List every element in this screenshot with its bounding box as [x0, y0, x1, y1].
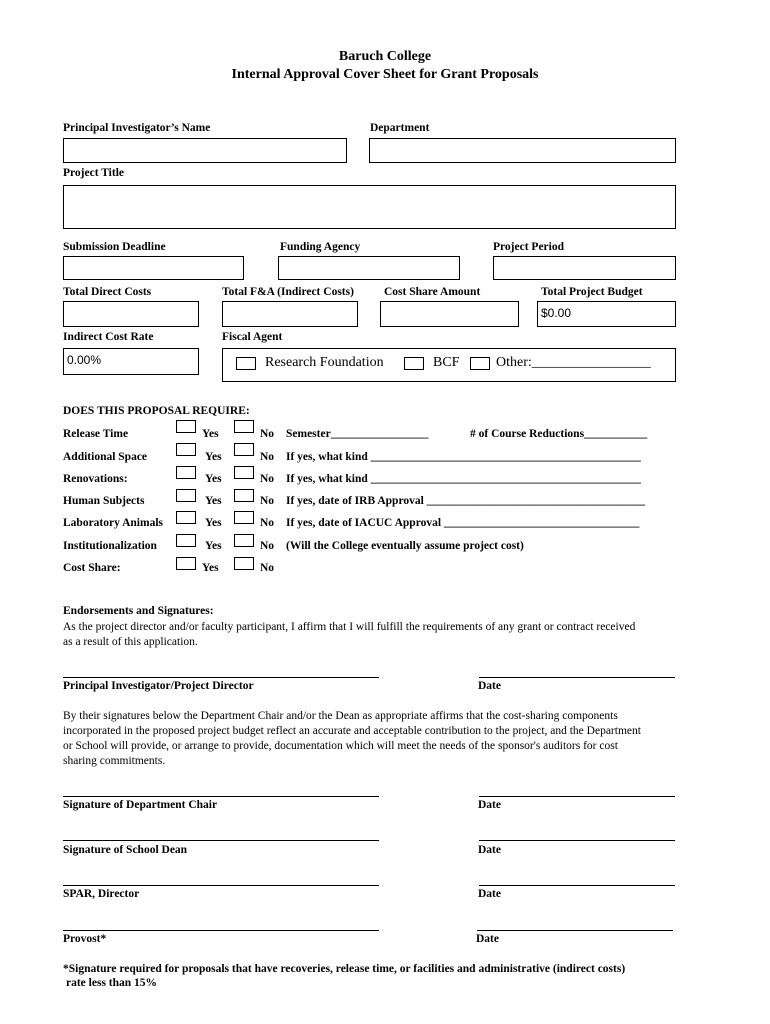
requirements-heading: DOES THIS PROPOSAL REQUIRE: [63, 405, 250, 417]
laboratory-animals-yes-checkbox[interactable] [176, 511, 196, 524]
laboratory-animals-no-checkbox[interactable] [234, 511, 254, 524]
submission-deadline-field[interactable] [63, 256, 244, 280]
human-subjects-no-checkbox[interactable] [234, 489, 254, 502]
department-label: Department [370, 122, 430, 134]
provost-label: Provost* [63, 933, 107, 945]
project-period-label: Project Period [493, 241, 564, 253]
research-foundation-label: Research Foundation [265, 355, 384, 370]
spar-director-label: SPAR, Director [63, 888, 140, 900]
renovations-detail-field[interactable]: If yes, what kind _______________________________________________ [286, 473, 641, 485]
school-dean-signature-line[interactable] [63, 840, 379, 841]
cost-share-yes-label: Yes [202, 562, 219, 574]
spar-director-signature-line[interactable] [63, 885, 379, 886]
spar-director-date-label: Date [478, 888, 501, 900]
other-checkbox[interactable] [470, 357, 490, 370]
additional-space-no-checkbox[interactable] [234, 443, 254, 456]
institutionalization-yes-checkbox[interactable] [176, 534, 196, 547]
endorsements-heading: Endorsements and Signatures: [63, 605, 214, 617]
dept-chair-date-line[interactable] [479, 796, 675, 797]
cost-share-no-label: No [260, 562, 275, 574]
human-subjects-yes-checkbox[interactable] [176, 489, 196, 502]
spar-director-date-line[interactable] [479, 885, 675, 886]
footnote-line-1: *Signature required for proposals that have recoveries, release time, or facilities and administrative (indirect costs) [63, 963, 626, 975]
release-time-label: Release Time [63, 428, 129, 440]
cost-sharing-para-line-3: or School will provide, or arrange to provide, documentation which will meet the needs of the sponsor's auditors for cost [63, 740, 618, 752]
release-time-yes-checkbox[interactable] [176, 420, 196, 433]
school-dean-date-label: Date [478, 844, 501, 856]
institutionalization-no-label: No [260, 540, 275, 552]
laboratory-animals-no-label: No [260, 517, 275, 529]
form-title: Internal Approval Cover Sheet for Grant Proposals [231, 67, 539, 82]
total-direct-costs-label: Total Direct Costs [63, 286, 152, 298]
release-time-no-label: No [260, 428, 275, 440]
iacuc-approval-date-field[interactable]: If yes, date of IACUC Approval __________________________________ [286, 517, 640, 529]
dept-chair-date-label: Date [478, 799, 501, 811]
institutionalization-no-checkbox[interactable] [234, 534, 254, 547]
release-time-yes-label: Yes [202, 428, 219, 440]
pi-name-label: Principal Investigator’s Name [63, 122, 211, 134]
human-subjects-no-label: No [260, 495, 275, 507]
total-project-budget-field[interactable]: $0.00 [537, 301, 676, 327]
cost-share-yes-checkbox[interactable] [176, 557, 196, 570]
pi-date-line[interactable] [479, 677, 675, 678]
renovations-label: Renovations: [63, 473, 128, 485]
cost-share-amount-field[interactable] [380, 301, 519, 327]
bcf-checkbox[interactable] [404, 357, 424, 370]
submission-deadline-label: Submission Deadline [63, 241, 166, 253]
project-title-label: Project Title [63, 167, 124, 179]
department-field[interactable] [369, 138, 676, 163]
renovations-yes-checkbox[interactable] [176, 466, 196, 479]
additional-space-label: Additional Space [63, 451, 148, 463]
total-fa-label: Total F&A (Indirect Costs) [222, 286, 354, 298]
pi-date-label: Date [478, 680, 501, 692]
renovations-no-checkbox[interactable] [234, 466, 254, 479]
renovations-yes-label: Yes [205, 473, 222, 485]
school-dean-label: Signature of School Dean [63, 844, 188, 856]
school-dean-date-line[interactable] [479, 840, 675, 841]
project-period-field[interactable] [493, 256, 676, 280]
renovations-no-label: No [260, 473, 275, 485]
dept-chair-label: Signature of Department Chair [63, 799, 218, 811]
indirect-cost-rate-field[interactable]: 0.00% [63, 348, 199, 375]
cost-sharing-para-line-1: By their signatures below the Department Chair and/or the Dean as appropriate affirms that the cost-sharing components [63, 710, 618, 722]
laboratory-animals-yes-label: Yes [205, 517, 222, 529]
affirmation-line-2: as a result of this application. [63, 636, 198, 648]
cost-share-no-checkbox[interactable] [234, 557, 254, 570]
laboratory-animals-label: Laboratory Animals [63, 517, 163, 529]
semester-field[interactable]: Semester_________________ [286, 428, 429, 440]
course-reductions-field[interactable]: # of Course Reductions___________ [470, 428, 648, 440]
human-subjects-yes-label: Yes [205, 495, 222, 507]
additional-space-yes-checkbox[interactable] [176, 443, 196, 456]
college-name: Baruch College [338, 49, 432, 64]
research-foundation-checkbox[interactable] [236, 357, 256, 370]
cost-share-label: Cost Share: [63, 562, 121, 574]
cost-sharing-para-line-2: incorporated in the proposed project budget reflect an accurate and acceptable contribution to the project, and the Department [63, 725, 641, 737]
total-direct-costs-field[interactable] [63, 301, 199, 327]
institutionalization-note: (Will the College eventually assume project cost) [286, 540, 524, 552]
project-title-field[interactable] [63, 185, 676, 229]
pi-director-label: Principal Investigator/Project Director [63, 680, 254, 692]
fiscal-agent-label: Fiscal Agent [222, 331, 283, 343]
pi-signature-line[interactable] [63, 677, 379, 678]
release-time-no-checkbox[interactable] [234, 420, 254, 433]
other-label: Other:_________________ [496, 355, 651, 370]
institutionalization-label: Institutionalization [63, 540, 157, 552]
provost-date-label: Date [476, 933, 499, 945]
cost-share-amount-label: Cost Share Amount [384, 286, 481, 298]
funding-agency-field[interactable] [278, 256, 460, 280]
total-project-budget-label: Total Project Budget [541, 286, 643, 298]
additional-space-yes-label: Yes [205, 451, 222, 463]
footnote-line-2: rate less than 15% [66, 977, 158, 989]
bcf-label: BCF [433, 355, 460, 370]
human-subjects-label: Human Subjects [63, 495, 145, 507]
additional-space-detail-field[interactable]: If yes, what kind _______________________________________________ [286, 451, 641, 463]
funding-agency-label: Funding Agency [280, 241, 361, 253]
cost-sharing-para-line-4: sharing commitments. [63, 755, 166, 767]
additional-space-no-label: No [260, 451, 275, 463]
provost-date-line[interactable] [477, 930, 673, 931]
pi-name-field[interactable] [63, 138, 347, 163]
provost-signature-line[interactable] [63, 930, 379, 931]
affirmation-line-1: As the project director and/or faculty participant, I affirm that I will fulfill the requirements of any grant or contract received [63, 621, 636, 633]
institutionalization-yes-label: Yes [205, 540, 222, 552]
irb-approval-date-field[interactable]: If yes, date of IRB Approval ______________________________________ [286, 495, 646, 507]
indirect-cost-rate-label: Indirect Cost Rate [63, 331, 154, 343]
total-fa-field[interactable] [222, 301, 358, 327]
dept-chair-signature-line[interactable] [63, 796, 379, 797]
